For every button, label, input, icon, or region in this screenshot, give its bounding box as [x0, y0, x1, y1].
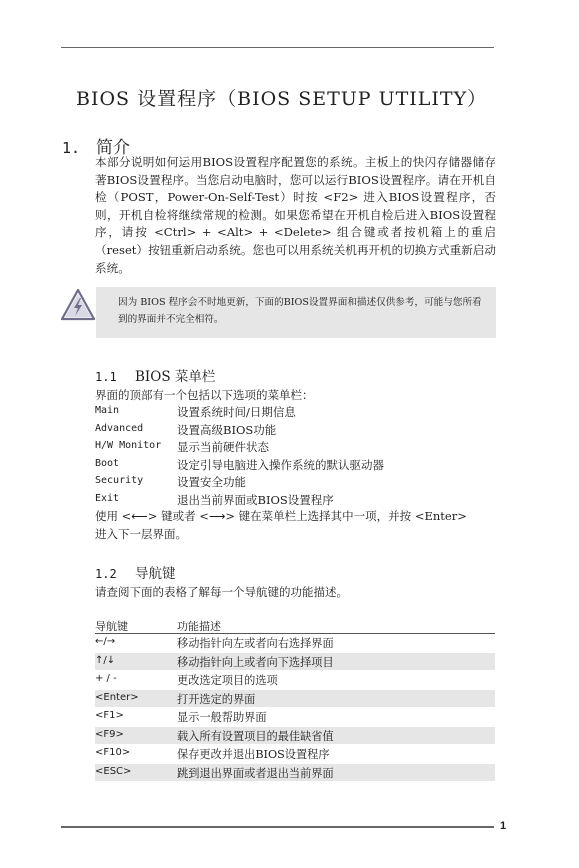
- menu-bar-intro: 界面的顶部有一个包括以下选项的菜单栏：: [95, 388, 314, 402]
- menu-item-key: Exit: [95, 493, 120, 504]
- section-1-2-heading: [95, 562, 176, 582]
- nav-key: + / -: [95, 673, 117, 684]
- right-arrow-icon: ⟶: [208, 509, 226, 523]
- menu-item-key: Security: [95, 475, 144, 487]
- nav-key-desc: 保存更改并退出BIOS设置程序: [177, 748, 330, 761]
- nav-key: <F1>: [95, 710, 124, 721]
- menu-item-desc: 设置系统时间/日期信息: [177, 405, 296, 419]
- col-desc-header: 功能描述: [177, 620, 221, 633]
- section-1-2-title: 导航键: [135, 566, 176, 582]
- intro-paragraph: 本部分说明如何运用BIOS设置程序配置您的系统。主板上的快闪存储器储存著BIOS设置程序。当您启动电脑时，您可以运行BIOS设置程序。请在开机自检（POST，Power-On-Self-Test）时按 <F2> 进入BIOS设置程序，否则，开机自检将继续常规的检测。如果您希望在开机自检后进入BIOS设置程序，请按 <Ctrl> + <Alt> + <Delete> 组合键或者按机箱上的重启（reset）按钮重新启动系统。您也可以用系统关机再开机的切换方式重新启动系统。: [95, 155, 496, 275]
- table-row: [95, 671, 495, 690]
- section-1-2-number: 1.2: [95, 567, 117, 581]
- section-1-title: 简介: [96, 138, 130, 158]
- nav-key-desc: 显示一般帮助界面: [177, 711, 267, 724]
- menu-usage-line-1: [95, 508, 467, 524]
- table-header: [95, 618, 495, 634]
- nav-key: <ESC>: [95, 765, 132, 777]
- nav-key-desc: 跳到退出界面或者退出当前界面: [177, 766, 334, 780]
- nav-key: ↑/↓: [95, 654, 116, 666]
- menu-item-desc: 设置高级BIOS功能: [177, 422, 277, 437]
- warning-pen-icon: [60, 287, 96, 323]
- usage-text-mid2: > 键在菜单栏上选择其中一项，并按 <Enter>: [225, 509, 467, 523]
- bottom-rule: [61, 826, 494, 828]
- usage-text-mid1: > 键或者 <: [147, 509, 209, 523]
- table-row: [95, 690, 495, 709]
- section-1-1-number: 1.1: [95, 370, 117, 384]
- nav-keys-intro: 请查阅下面的表格了解每一个导航键的功能描述。: [95, 585, 348, 599]
- section-1-1-title: BIOS 菜单栏: [135, 369, 216, 385]
- nav-key: ←/→: [95, 636, 116, 647]
- left-arrow-icon: ⟵: [131, 509, 148, 523]
- page-title: BIOS 设置程序（BIOS SETUP UTILITY）: [76, 88, 488, 110]
- menu-item-key: Advanced: [95, 422, 144, 434]
- nav-key: <F9>: [95, 728, 124, 740]
- menu-item-desc: 设置安全功能: [177, 475, 246, 490]
- table-row: [95, 727, 495, 746]
- table-row: [95, 634, 495, 653]
- menu-item-key: H/W Monitor: [95, 440, 162, 452]
- table-row: [95, 708, 495, 727]
- table-row: [95, 653, 495, 672]
- table-row: [95, 745, 495, 764]
- menu-item-desc: 设定引导电脑进入操作系统的默认驱动器: [177, 457, 384, 472]
- table-row: [95, 764, 495, 783]
- nav-key-desc: 移动指针向左或者向右选择界面: [177, 637, 334, 650]
- nav-key-desc: 载入所有设置项目的最佳缺省值: [177, 729, 334, 743]
- table-body: [95, 634, 495, 782]
- col-key-header: 导航键: [95, 620, 128, 633]
- menu-usage-line-2: 进入下一层界面。: [95, 527, 187, 541]
- section-1-1-heading: [95, 365, 215, 385]
- note-text: 因为 BIOS 程序会不时地更新，下面的BIOS设置界面和描述仅供参考，可能与您所看到的界面并不完全相符。: [118, 297, 482, 325]
- usage-text-prefix: 使用 <: [95, 509, 132, 523]
- page-number: 1: [500, 820, 507, 832]
- menu-item-desc: 显示当前硬件状态: [177, 440, 269, 455]
- menu-item-key: Boot: [95, 457, 120, 469]
- nav-key-desc: 移动指针向上或者向下选择项目: [177, 655, 334, 669]
- nav-keys-table: [95, 618, 495, 782]
- nav-key: <F10>: [95, 747, 131, 758]
- menu-item-desc: 退出当前界面或BIOS设置程序: [177, 493, 334, 507]
- section-1-number: 1.: [62, 139, 81, 157]
- top-rule: [61, 47, 494, 48]
- nav-key-desc: 打开选定的界面: [177, 692, 256, 706]
- nav-key-desc: 更改选定项目的选项: [177, 674, 278, 687]
- menu-item-key: Main: [95, 405, 120, 416]
- nav-key: <Enter>: [95, 691, 139, 703]
